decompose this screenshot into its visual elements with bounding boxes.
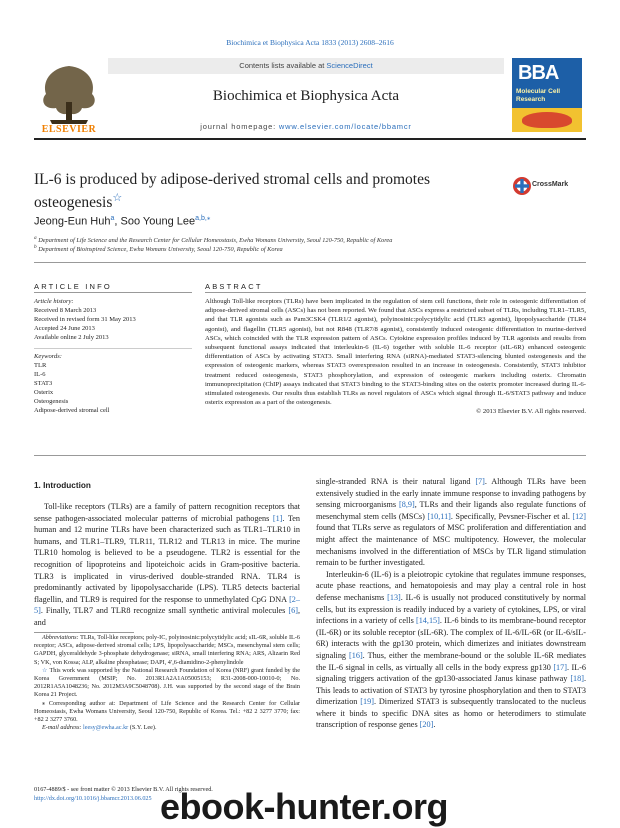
reference-link[interactable]: [18] (570, 674, 584, 684)
article-title-text: IL-6 is produced by adipose-derived stromal cells and promotes osteogenesis (34, 171, 430, 212)
text-run: . (433, 720, 436, 730)
reference-link[interactable]: [7] (475, 477, 485, 486)
cover-graphic (522, 112, 572, 128)
keyword-list (34, 352, 192, 415)
reference-link[interactable]: [19] (360, 697, 374, 707)
affiliation-text: Department of Bioinspired Science, Ewha Womans University, Seoul 120-750, Republic of Korea (38, 246, 283, 254)
publisher-wordmark: ELSEVIER (41, 124, 97, 135)
journal-title: Biochimica et Biophysica Acta (212, 88, 400, 104)
contents-prefix: Contents lists available at (239, 61, 327, 70)
affiliation-mark-text: a,b, (195, 215, 207, 222)
history-item: Received in revised form 31 May 2013 (34, 316, 136, 323)
footnote-text: TLRs, Toll-like receptors; poly-IC, polyinosinic:polycytidylic acid; sIL-6R, soluble IL-6 receptor; ASCs, adipose-derived stromal cells; LPS, lipopolysaccharide; MSCs, mesenchymal stem cells; GAPDH, glyceraldehyde 3-phosphate dehydrogenase; siRNA, small interfering RNA; ARS, Alizarin Red S; VK, von Kossa; ALP, alkaline phosphatase; DAPI, 4′,6-diamidino-2-phenylindole (34, 634, 300, 666)
homepage-link[interactable]: www.elsevier.com/locate/bbamcr (278, 122, 412, 131)
paragraph (316, 476, 586, 569)
watermark: ebook-hunter.org (160, 786, 448, 827)
keywords-label: Keywords: (34, 353, 62, 360)
divider (34, 348, 192, 349)
keyword-item: TLR (34, 362, 47, 369)
article-info-heading: ARTICLE INFO (34, 282, 112, 291)
reference-link[interactable]: [20] (419, 720, 434, 730)
author-name: Jeong-Eun Huh (34, 215, 111, 228)
footnote (34, 667, 300, 700)
footnote-mark: ☆ (42, 666, 48, 674)
divider (34, 292, 192, 293)
divider (34, 455, 586, 456)
contents-band (108, 58, 504, 74)
footnote (34, 724, 300, 732)
body-column-right (316, 476, 586, 731)
keyword-item: IL-6 (34, 371, 46, 378)
affiliation-label: b (34, 244, 37, 250)
author-separator: , (114, 215, 121, 228)
cover-subtitle: Molecular Cell Research (516, 88, 561, 103)
reference-link[interactable]: [10,11] (427, 511, 451, 521)
crossmark-label[interactable]: CrossMark (532, 181, 569, 188)
footnote-text: This work was supported by the National Research Foundation of Korea (NRF) grant funded by the Korea Government (MSIP; No. 2013R1A2A1A05005153; R31-2008-000-10010-0; No. 2012R1A5A1048236; No. 2012M3A9C5048708). J.H. was supported by the second stage of the Brain Korea 21 Project. (34, 666, 300, 699)
email-label: E-mail address: (42, 724, 82, 732)
reference-link[interactable]: [2–5] (34, 594, 300, 616)
text-run: single-stranded RNA is their natural ligand (316, 477, 476, 486)
sciencedirect-link[interactable]: ScienceDirect (326, 61, 373, 70)
text-run: . Although TLRs have been extensively studied in the early innate immune response to invading pathogens by sensing microorganisms (316, 477, 586, 510)
author-list (34, 214, 210, 228)
article-title (34, 170, 474, 212)
title-footnote-mark[interactable]: ☆ (112, 192, 123, 204)
history-item: Received 8 March 2013 (34, 307, 97, 314)
body-column-left (34, 501, 300, 629)
reference-link[interactable]: [16] (349, 650, 363, 660)
doi-link[interactable]: http://dx.doi.org/10.1016/j.bbamcr.2013.06.025 (34, 794, 152, 802)
reference-link[interactable]: [8,9] (399, 500, 415, 510)
footnote-text: (S.Y. Lee). (128, 724, 157, 732)
email-link[interactable]: leesy@ewha.ac.kr (83, 724, 129, 732)
keyword-item: Adipose-derived stromal cell (34, 407, 110, 414)
footnote (34, 700, 300, 725)
journal-citation-link[interactable]: Biochimica et Biophysica Acta 1833 (2013) 2608–2616 (226, 38, 394, 47)
text-run: Toll-like receptors (TLRs) are a family of pattern recognition receptors that sense pathogen-associated molecular patterns of microbial pathogens (34, 502, 300, 523)
footnotes (34, 634, 300, 732)
reference-link[interactable]: [6] (288, 606, 298, 616)
affiliation-mark[interactable] (195, 215, 210, 222)
keyword-item: Osteogenesis (34, 398, 69, 405)
issn-line: 0167-4889/$ - see front matter © 2013 Elsevier B.V. All rights reserved. (34, 786, 213, 793)
text-run: . Specifically, Pevsner-Fischer et al. (450, 511, 573, 521)
footnote-mark: ⁎ (42, 699, 46, 707)
text-run: . IL-6 is usually not produced constitutively by normal cells, but its expression is readily induced by a variety of cytokines, LPS, or viral infections in a variety of cells (316, 592, 586, 626)
affiliation-a (34, 235, 586, 244)
reference-link[interactable]: [12] (572, 511, 586, 521)
affiliation-label: a (34, 235, 37, 241)
journal-cover-image (512, 58, 582, 132)
article-history (34, 297, 192, 342)
reference-link[interactable]: [1] (272, 513, 283, 523)
text-run: . IL-6 binds to its membrane-bound receptor (IL-6R) or its soluble receptor (sIL-6R). The complex of IL-6/IL-6R (or IL-6/sIL-6R) interacts with the gp130 protein, which dimerizes and initiates downstream signaling (316, 616, 586, 660)
text-run: . Thus, either the membrane-bound or the soluble IL-6R mediates the IL-6 signal in cells, as virtually all cells in the body express gp130 (316, 650, 586, 672)
journal-homepage (108, 122, 504, 131)
affiliation-text: Department of Life Science and the Research Center for Cellular Homeostasis, Ewha Womans University, Seoul 120-750, Republic of Korea (38, 237, 393, 245)
text-run: found that TLRs serve as regulators of MSC proliferation and differentiation and might affect the maintenance of MSC multipotency. However, the molecular mechanisms involved in the differentiation of MSCs by TLR ligand stimulation remain to be further investigated. (316, 523, 586, 568)
abstract-heading: ABSTRACT (205, 282, 263, 291)
text-run: , TLRs and their ligands also regulate functions of mesenchymal stem cells (MSCs) (316, 500, 587, 521)
text-run: . IL-6 signaling triggers activation of the gp130-associated Janus kinase pathway (316, 662, 586, 684)
homepage-prefix: journal homepage: (200, 122, 279, 131)
elsevier-tree-logo (36, 58, 102, 132)
paragraph (34, 501, 300, 629)
reference-link[interactable]: [13] (387, 592, 401, 602)
footnote-divider (34, 632, 134, 633)
text-run: . Ten human and 12 murine TLRs have been characterized such as TLR1–TLR10 in humans, and TLR1–TLR9, TLR11, TLR12 and TLR13 in mice. The murine TLR10 homolog is believed to be a pseudogene. TLR2 is essential for the recognition of lipoproteins and lipoteichoic acids in Gram-positive bacteria. TLR3 is implicated in virus-derived double-stranded RNA. TLR4 is predominantly activated by lipopolysaccharide (LPS). TLR5 detects bacterial flagellin, and TLR9 is required for the response to unmethylated CpG DNA (34, 513, 300, 604)
text-run: . Dimerized STAT3 is subsequently translocated to the nucleus where it binds to specific DNA sites as homo or heterodimers to stimulate transcription of response genes (316, 697, 586, 730)
text-run: Interleukin-6 (IL-6) is a pleiotropic cytokine that regulates immune responses, acute phase reactions, and hematopoiesis and may play a central role in host defense mechanisms (316, 569, 586, 602)
section-heading: 1. Introduction (34, 481, 91, 490)
history-item: Accepted 24 June 2013 (34, 325, 95, 332)
reference-link[interactable]: [14,15] (415, 616, 440, 626)
author-name: Soo Young Lee (120, 215, 196, 228)
abstract-body (205, 297, 586, 417)
text-run: . This leads to activation of STAT3 by tyrosine phosphorylation and then to STAT3 dimerization (316, 674, 586, 707)
abstract-copyright: © 2013 Elsevier B.V. All rights reserved. (476, 408, 586, 416)
keyword-item: STAT3 (34, 380, 53, 387)
paragraph (316, 569, 586, 731)
footnote (34, 634, 300, 667)
cover-logo: BBA (518, 62, 559, 84)
history-item: Available online 2 July 2013 (34, 334, 109, 341)
history-label: Article history: (34, 298, 74, 305)
divider (34, 262, 586, 263)
affiliation-mark[interactable]: a (110, 215, 115, 222)
abstract-text: Although Toll-like receptors (TLRs) have been implicated in the regulation of stem cell functions, their role in osteogenic differentiation of adipose-derived stromal cells (ASCs) has not been reported. We found that ASCs express a restricted subset of TLRs, including TLR1–TLR5, and that TLR agonists such as Pam3CSK4 (TLR1/2 agonist), polyinosinic:polycytidylic acid (TLR3 agonist), lipopolysaccharide (TLR4 agonist), and flagellin (TLR5 agonist), but not R848 (TLR7/8 agonist), consistently induced osteogenic differentiation in murine-derived ASCs, which coincided with the TLR expression pattern of ASCs. Cytokine expression profiles induced by TLR agonists and results from subsequent functional assays indicated that interleukin-6 (IL-6) together with soluble IL-6 receptor (sIL-6R) enhanced osteogenic differentiation of ASCs by activating STAT3. Small interfering RNA (siRNA)-mediated STAT3-silencing blunted osteogenesis and the expression of osteogenic markers, whereas STAT3 overexpression resulted in an increase in osteogenesis. Consistently, STAT3 inhibitor treatment reduced osteogenesis, STAT3 phosphorylation, and expression of osteogenic markers including osterix. Chromatin immunoprecipitation (ChIP) assays indicated that STAT3 binding to the STAT3-binding sites on the osterix promoter increased during IL-6-stimulated osteogenesis. Our results thus establish TLRs as novel regulators of ASCs which signal through IL-6/STAT3 pathway and induce osterix expression as a part of the osteogenesis. (205, 298, 586, 407)
corresponding-mark: ⁎ (206, 215, 211, 222)
keyword-item: Osterix (34, 389, 54, 396)
footnote-label: Abbreviations: (42, 634, 79, 641)
footnote-text: Corresponding author at: Department of Life Science and the Research Center for Cellular Homeostasis, Ewha Womans University, Seoul 120-750, Republic of Korea. Tel.: +82 2 3277 3770; fax: +82 2 3277 3760. (34, 699, 300, 724)
text-run: . Finally, TLR7 and TLR8 recognize small synthetic antiviral molecules (40, 606, 289, 616)
reference-link[interactable]: [17] (553, 662, 567, 672)
text-run: , and (34, 606, 300, 627)
affiliation-b (34, 244, 586, 253)
divider (205, 292, 586, 293)
